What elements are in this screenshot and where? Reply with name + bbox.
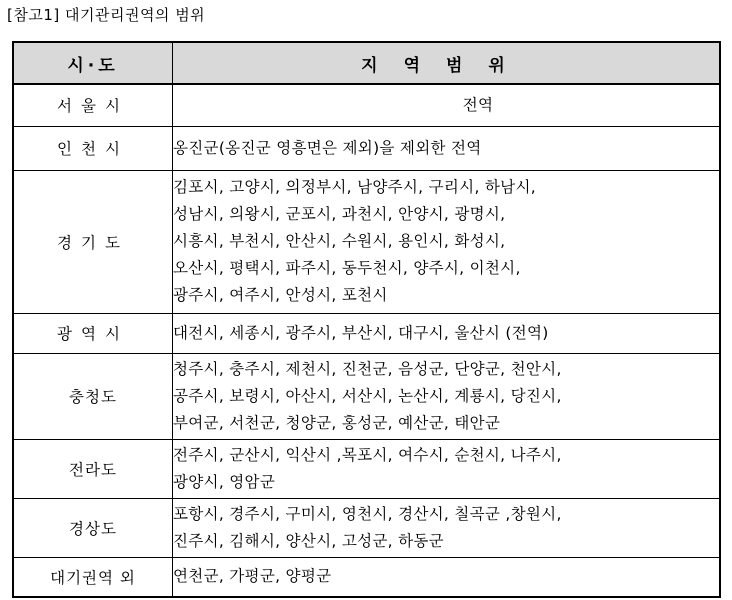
row-scope-seoul <box>173 84 721 126</box>
region-table <box>12 41 721 598</box>
row-sido-jeolla: 전라도 <box>13 439 173 498</box>
scope-line: 성남시, 의왕시, 군포시, 과천시, 안양시, 광명시, <box>173 205 506 223</box>
scope-line: 부여군, 서천군, 청양군, 홍성군, 예산군, 태안군 <box>173 413 501 432</box>
scope-line: 광양시, 영암군 <box>173 472 276 491</box>
header-row <box>13 42 720 84</box>
scope-line: 연천군, 가평군, 양평군 <box>173 567 332 586</box>
table-row <box>13 170 720 313</box>
row-sido-incheon: 인천시 <box>13 126 173 170</box>
scope-line: 광주시, 여주시, 안성시, 포천시 <box>173 286 388 304</box>
caption-title: [참고1] 대기관리권역의 범위 <box>7 6 206 24</box>
scope-line: 공주시, 보령시, 아산시, 서산시, 논산시, 계룡시, 당진시, <box>173 386 562 405</box>
table-row <box>13 313 720 353</box>
table-row <box>13 84 720 126</box>
row-sido-chungcheong: 충청도 <box>13 353 173 439</box>
row-scope-jeolla <box>173 439 721 498</box>
scope-line: 대전시, 세종시, 광주시, 부산시, 대구시, 울산시 (전역) <box>173 323 549 342</box>
table-row <box>13 126 720 170</box>
table-row <box>13 439 720 498</box>
row-sido-gyeonggi: 경기도 <box>13 170 173 313</box>
row-sido-gyeongsang: 경상도 <box>13 498 173 557</box>
scope-line: 시흥시, 부천시, 안산시, 수원시, 용인시, 화성시, <box>173 232 506 250</box>
table-row <box>13 498 720 557</box>
scope-line: 김포시, 고양시, 의정부시, 남양주시, 구리시, 하남시, <box>173 178 536 196</box>
row-scope-gyeonggi <box>173 170 721 313</box>
table-row <box>13 557 720 597</box>
scope-line: 진주시, 김해시, 양산시, 고성군, 하동군 <box>173 531 444 550</box>
scope-line: 전주시, 군산시, 익산시 ,목포시, 여수시, 순천시, 나주시, <box>173 445 562 464</box>
header-sido: 시·도 <box>13 42 173 84</box>
scope-line: 청주시, 충주시, 제천시, 진천군, 음성군, 단양군, 천안시, <box>173 359 562 378</box>
row-scope-chungcheong <box>173 353 721 439</box>
table-row <box>13 353 720 439</box>
row-scope-incheon <box>173 126 721 170</box>
row-scope-outside <box>173 557 721 597</box>
row-sido-outside: 대기권역 외 <box>13 557 173 597</box>
scope-line: 포항시, 경주시, 구미시, 영천시, 경산시, 칠곡군 ,창원시, <box>173 504 562 523</box>
header-scope: 지역범위 <box>173 42 721 84</box>
row-scope-metro <box>173 313 721 353</box>
scope-line: 전역 <box>462 95 494 114</box>
scope-line: 옹진군(옹진군 영흥면은 제외)을 제외한 전역 <box>173 138 482 157</box>
row-sido-metro: 광역시 <box>13 313 173 353</box>
row-sido-seoul: 서울시 <box>13 84 173 126</box>
row-scope-gyeongsang <box>173 498 721 557</box>
scope-line: 오산시, 평택시, 파주시, 동두천시, 양주시, 이천시, <box>173 259 521 277</box>
